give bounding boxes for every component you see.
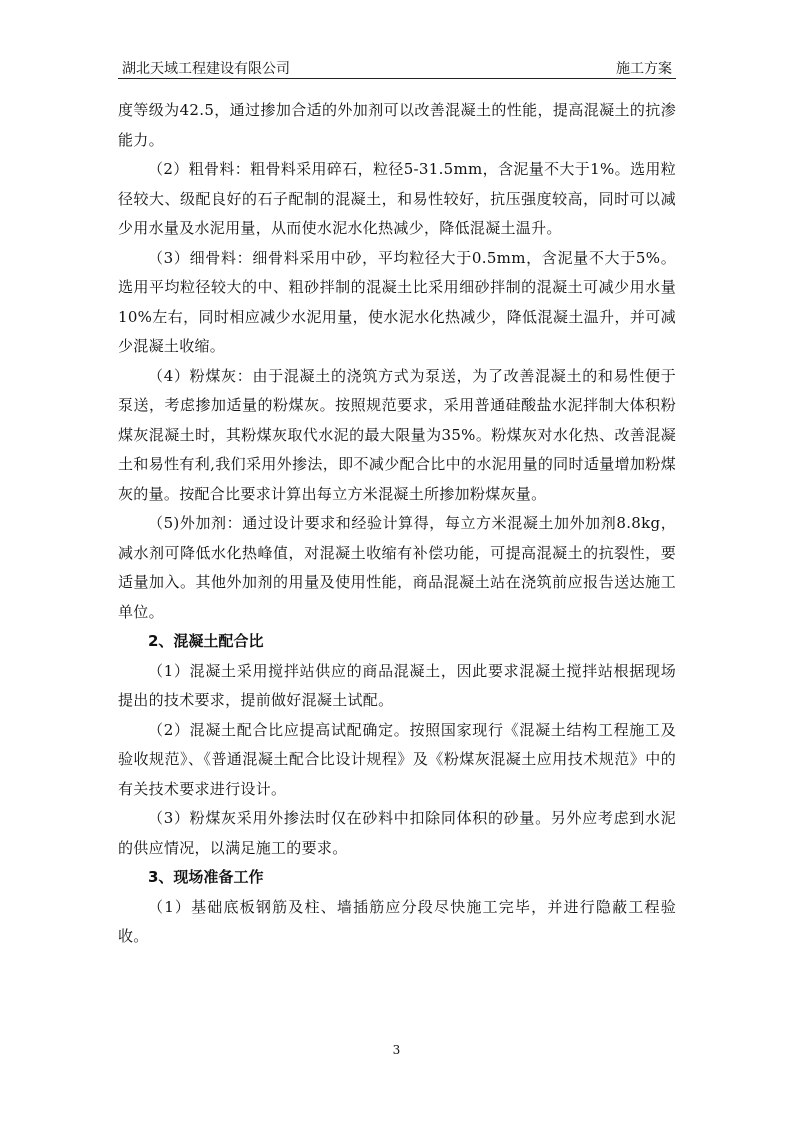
paragraph-cement-continued: 度等级为42.5，通过掺加合适的外加剂可以改善混凝土的性能，提高混凝土的抗渗能力。	[118, 101, 676, 149]
paragraph-admixture: （5)外加剂：通过设计要求和经验计算得，每立方米混凝土加外加剂8.8kg，减水剂可降低水化热峰值，对混凝土收缩有补偿功能，可提高混凝土的抗裂性，要适量加入。其他外加剂的用量及使用性能，商品混凝土站在浇筑前应报告送达施工单位。	[118, 514, 676, 621]
section-heading-site-preparation: 3、现场准备工作	[148, 868, 264, 886]
paragraph-mix-ratio-3: （3）粉煤灰采用外掺法时仅在砂料中扣除同体积的砂量。另外应考虑到水泥的供应情况，以满足施工的要求。	[118, 809, 676, 857]
paragraph-mix-ratio-1: （1）混凝土采用搅拌站供应的商品混凝土，因此要求混凝土搅拌站根据现场提出的技术要求，提前做好混凝土试配。	[118, 661, 676, 709]
page-header	[118, 56, 676, 79]
paragraph-site-preparation-1: （1）基础底板钢筋及柱、墙插筋应分段尽快施工完毕，并进行隐蔽工程验收。	[118, 897, 676, 945]
page-number: 3	[392, 1043, 401, 1057]
paragraph-coarse-aggregate: （2）粗骨料：粗骨料采用碎石，粒径5-31.5mm，含泥量不大于1%。选用粒径较大、级配良好的石子配制的混凝土，和易性较好，抗压强度较高，同时可以减少用水量及水泥用量，从而使水泥水化热减少，降低混凝土温升。	[118, 160, 676, 237]
paragraph-mix-ratio-2: （2）混凝土配合比应提高试配确定。按照国家现行《混凝土结构工程施工及验收规范》、《普通混凝土配合比设计规程》及《粉煤灰混凝土应用技术规范》中的有关技术要求进行设计。	[118, 720, 676, 798]
document-body	[118, 96, 676, 952]
company-name: 湖北天域工程建设有限公司	[122, 61, 290, 77]
paragraph-fine-aggregate: （3）细骨料：细骨料采用中砂，平均粒径大于0.5mm，含泥量不大于5%。选用平均粒径较大的中、粗砂拌制的混凝土比采用细砂拌制的混凝土可减少用水量10%左右，同时相应减少水泥用量，使水泥水化热减少，降低混凝土温升，并可减少混凝土收缩。	[118, 248, 676, 355]
paragraph-fly-ash: （4）粉煤灰：由于混凝土的浇筑方式为泵送，为了改善混凝土的和易性便于泵送，考虑掺加适量的粉煤灰。按照规范要求，采用普通硅酸盐水泥拌制大体积粉煤灰混凝土时，其粉煤灰取代水泥的最大限量为35%。粉煤灰对水化热、改善混凝土和易性有利,我们采用外掺法，即不减少配合比中的水泥用量的同时适量增加粉煤灰的量。按配合比要求计算出每立方米混凝土所掺加粉煤灰量。	[118, 366, 676, 503]
section-heading-mix-ratio: 2、混凝土配合比	[148, 632, 264, 650]
document-type: 施工方案	[616, 61, 672, 77]
